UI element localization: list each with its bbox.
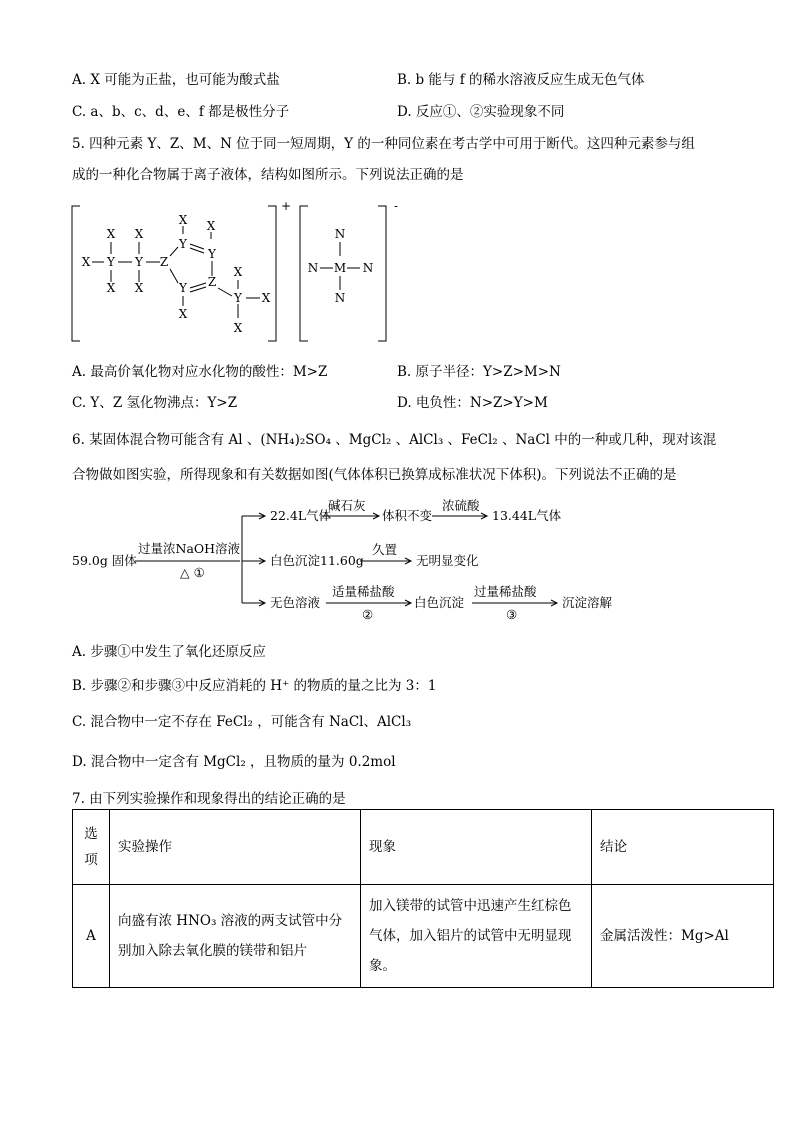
flow-gas2: 13.44L气体 — [492, 508, 562, 523]
flow-dissolve: 沉淀溶解 — [562, 595, 613, 610]
flow-nochange: 无明显变化 — [416, 553, 479, 568]
atom-x: X — [134, 281, 144, 295]
atom-n: N — [307, 261, 319, 275]
atom-y: Y — [135, 255, 143, 269]
atom-y: Y — [234, 291, 242, 305]
anion-charge: - — [393, 199, 399, 213]
flow-step3: ③ — [506, 607, 518, 622]
atom-x: X — [206, 219, 216, 233]
atom-z: Z — [159, 255, 169, 269]
atom-x: X — [261, 291, 271, 305]
flow-step1-top: 过量浓NaOH溶液 — [138, 541, 241, 556]
atom-x: X — [178, 307, 188, 321]
q6-option-a: A. 步骤①中发生了氧化还原反应 — [72, 644, 266, 660]
q6-option-d: D. 混合物中一定含有 MgCl₂ ，且物质的量为 0.2mol — [72, 754, 396, 770]
flow-h2so4: 浓硫酸 — [442, 498, 480, 513]
atom-x: X — [233, 265, 243, 279]
atom-x: X — [178, 213, 188, 227]
q5-option-b: B. 原子半径：Y>Z>M>N — [397, 364, 561, 380]
flow-start: 59.0g 固体 — [72, 553, 137, 568]
atom-n: N — [334, 291, 346, 305]
atom-y: Y — [208, 247, 216, 261]
atom-x: X — [81, 255, 91, 269]
q6-flow-diagram — [60, 492, 700, 628]
flow-solution: 无色溶液 — [270, 595, 321, 610]
atom-x: X — [134, 227, 144, 241]
flow-hcl2: 过量稀盐酸 — [474, 584, 537, 599]
cation-charge: + — [280, 199, 292, 213]
atom-z: Z — [207, 275, 217, 289]
q7-table — [72, 809, 774, 988]
row-phenomenon: 加入镁带的试管中迅速产生红棕色气体，加入铝片的试管中无明显现象。 — [361, 885, 592, 988]
q5-ionic-liquid-structure — [60, 196, 420, 348]
q5-stem-line1: 5. 四种元素 Y、Z、M、N 位于同一短周期，Y 的一种同位素在考古学中可用于断代。这四种元素参与组 — [72, 136, 695, 152]
q4-option-a: A. X 可能为正盐，也可能为酸式盐 — [72, 72, 280, 88]
atom-m: M — [333, 261, 347, 275]
q4-option-c: C. a、b、c、d、e、f 都是极性分子 — [72, 104, 290, 120]
q4-option-d: D. 反应①、②实验现象不同 — [397, 104, 565, 120]
atom-y: Y — [179, 237, 187, 251]
flow-step1-bottom: △ ① — [180, 565, 205, 580]
q4-option-b: B. b 能与 f 的稀水溶液反应生成无色气体 — [397, 72, 645, 88]
header-conclusion: 结论 — [592, 810, 774, 885]
q5-stem-line2: 成的一种化合物属于离子液体，结构如图所示。下列说法正确的是 — [72, 167, 464, 183]
flow-unchanged: 体积不变 — [382, 508, 433, 523]
row-operation: 向盛有浓 HNO₃ 溶液的两支试管中分别加入除去氧化膜的镁带和铝片 — [110, 885, 361, 988]
atom-x: X — [233, 321, 243, 335]
q6-stem-post: 中的一种或几种，现对该混 — [550, 432, 717, 448]
atom-n: N — [362, 261, 374, 275]
table-header-row — [73, 810, 774, 885]
atom-x: X — [106, 281, 116, 295]
atom-y: Y — [107, 255, 115, 269]
header-phenomenon: 现象 — [361, 810, 592, 885]
row-option: A — [73, 885, 110, 988]
flow-gas: 22.4L气体 — [270, 508, 332, 523]
atom-y: Y — [179, 281, 187, 295]
atom-n: N — [334, 227, 346, 241]
header-option: 选项 — [73, 810, 110, 885]
q7-title: 7. 由下列实验操作和现象得出的结论正确的是 — [72, 791, 346, 807]
q6-stem-pre: 6. 某固体混合物可能含有 Al 、 — [72, 432, 261, 448]
q5-option-c: C. Y、Z 氢化物沸点：Y>Z — [72, 395, 238, 411]
q6-option-c: C. 混合物中一定不存在 FeCl₂ ，可能含有 NaCl、AlCl₃ — [72, 714, 412, 730]
flow-precip: 白色沉淀11.60g — [270, 553, 364, 568]
flow-stand: 久置 — [372, 542, 398, 557]
q6-option-b: B. 步骤②和步骤③中反应消耗的 H⁺ 的物质的量之比为 3：1 — [72, 678, 437, 694]
row-conclusion: 金属活泼性：Mg>Al — [592, 885, 774, 988]
q5-option-d: D. 电负性：N>Z>Y>M — [397, 395, 548, 411]
table-row — [73, 885, 774, 988]
flow-step2: ② — [362, 607, 374, 622]
header-operation: 实验操作 — [110, 810, 361, 885]
q5-option-a: A. 最高价氧化物对应水化物的酸性：M>Z — [72, 364, 328, 380]
q6-stem-formula: (NH₄)₂SO₄ 、MgCl₂ 、AlCl₃ 、FeCl₂ 、NaCl — [260, 432, 550, 448]
flow-hcl1: 适量稀盐酸 — [332, 584, 395, 599]
q6-stem-line1 — [72, 428, 716, 448]
atom-x: X — [106, 227, 116, 241]
q6-stem-line2: 合物做如图实验，所得现象和有关数据如图(气体体积已换算成标准状况下体积)。下列说法不正确的是 — [72, 467, 677, 483]
flow-white: 白色沉淀 — [414, 595, 465, 610]
flow-lime: 碱石灰 — [328, 498, 366, 513]
